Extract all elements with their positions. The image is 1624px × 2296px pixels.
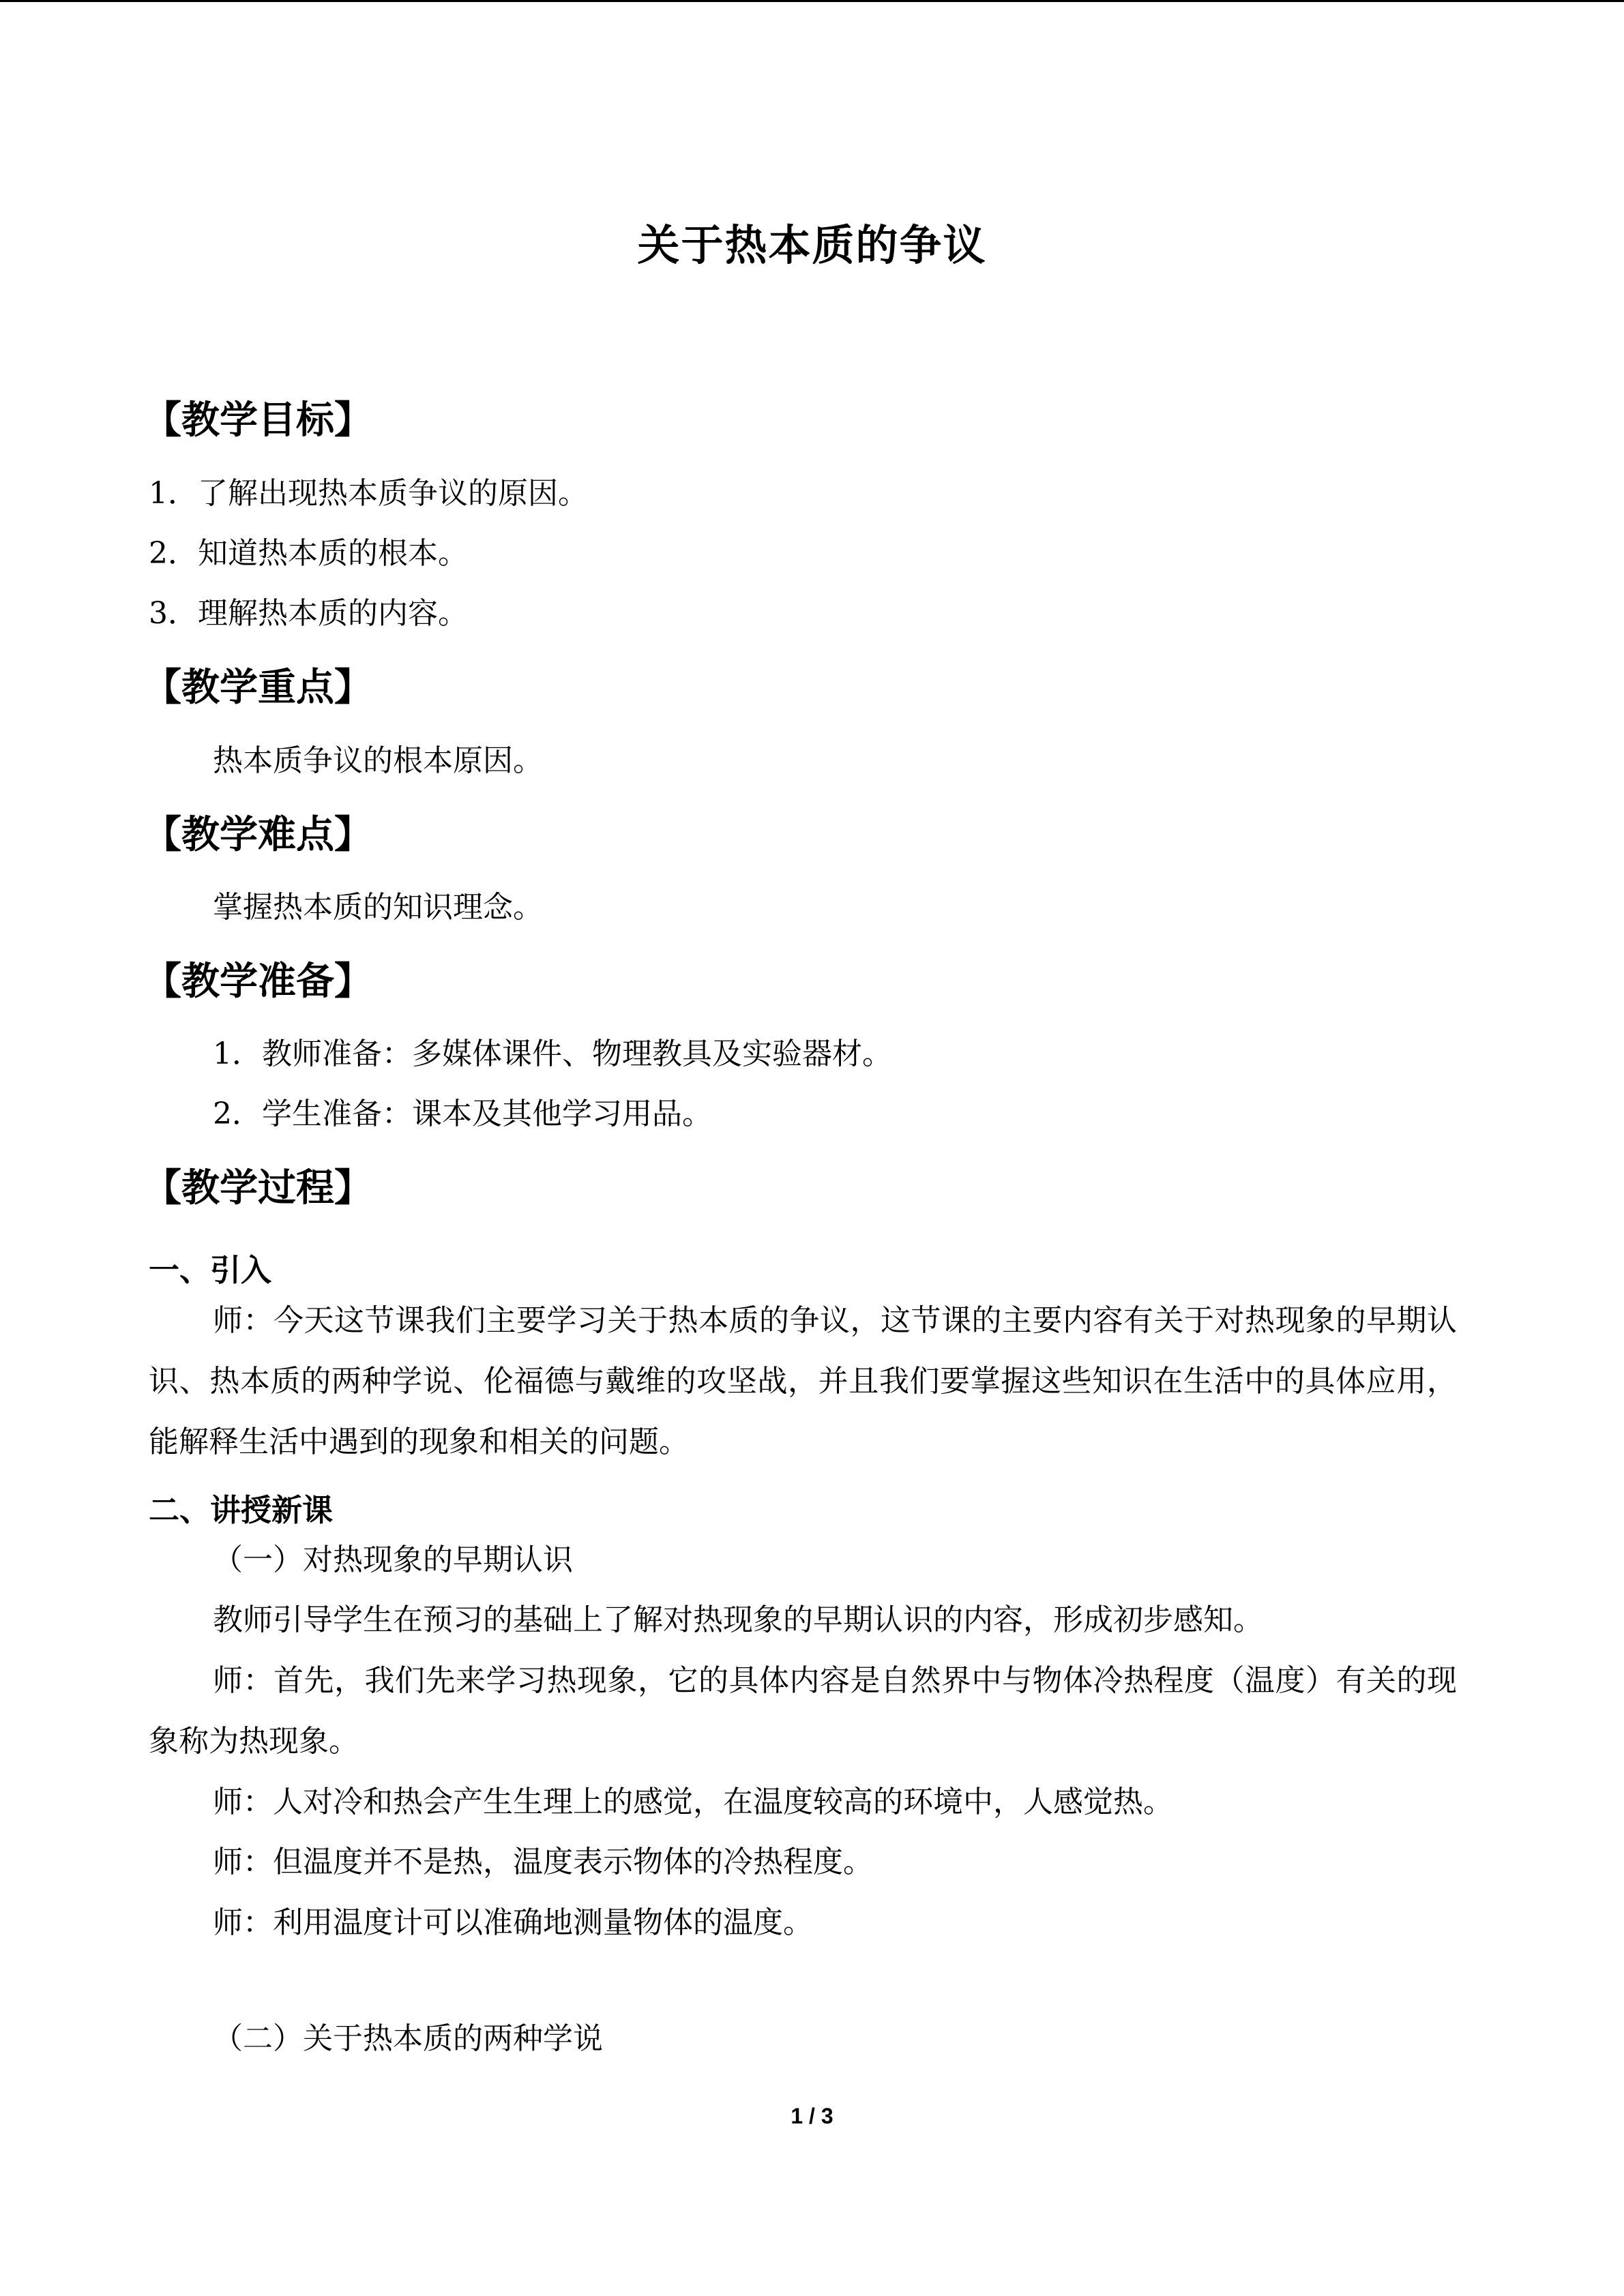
page-number: 1 / 3	[791, 2104, 833, 2128]
heading-difficulty: 【教学难点】	[143, 813, 372, 857]
sub1-line-2: 师：首先，我们先来学习热现象，它的具体内容是自然界中与物体冷热程度（温度）有关的现象称为热现象。	[149, 1663, 1457, 1759]
sub1-line-3: 师：人对冷和热会产生生理上的感觉，在温度较高的环境中，人感觉热。	[213, 1785, 1173, 1819]
heading-process: 【教学过程】	[143, 1166, 372, 1210]
sub1-line-1: 教师引导学生在预习的基础上了解对热现象的早期认识的内容，形成初步感知。	[213, 1602, 1263, 1637]
heading-preparation: 【教学准备】	[143, 959, 372, 1004]
subsection-1-label: （一）对热现象的早期认识	[213, 1542, 573, 1577]
objective-item-2: 2．知道热本质的根本。	[149, 536, 468, 571]
sub1-line-4: 师：但温度并不是热，温度表示物体的冷热程度。	[213, 1845, 873, 1879]
page-top-border	[0, 0, 1624, 2]
subsection-2-label: （二）关于热本质的两种学说	[213, 2021, 603, 2056]
preparation-item-2: 2．学生准备：课本及其他学习用品。	[213, 1097, 712, 1131]
sub1-line-5: 师：利用温度计可以准确地测量物体的温度。	[213, 1905, 813, 1940]
intro-label: 一、引入	[149, 1252, 272, 1288]
preparation-item-1: 1．教师准备：多媒体课件、物理教具及实验器材。	[213, 1037, 892, 1071]
new-lesson-label: 二、讲授新课	[149, 1492, 334, 1528]
key-point-text: 热本质争议的根本原因。	[213, 743, 543, 778]
difficulty-text: 掌握热本质的知识理念。	[213, 890, 543, 925]
objective-item-1: 1．了解出现热本质争议的原因。	[149, 476, 588, 511]
heading-key-point: 【教学重点】	[143, 666, 372, 710]
intro-paragraph: 师：今天这节课我们主要学习关于热本质的争议，这节课的主要内容有关于对热现象的早期认识、热本质的两种学说、伦福德与戴维的攻坚战，并且我们要掌握这些知识在生活中的具体应用，能解释生活中遇到的现象和相关的问题。	[149, 1303, 1457, 1459]
objective-item-3: 3．理解热本质的内容。	[149, 596, 468, 631]
heading-objectives: 【教学目标】	[143, 398, 372, 443]
document-title: 关于热本质的争议	[637, 220, 987, 270]
